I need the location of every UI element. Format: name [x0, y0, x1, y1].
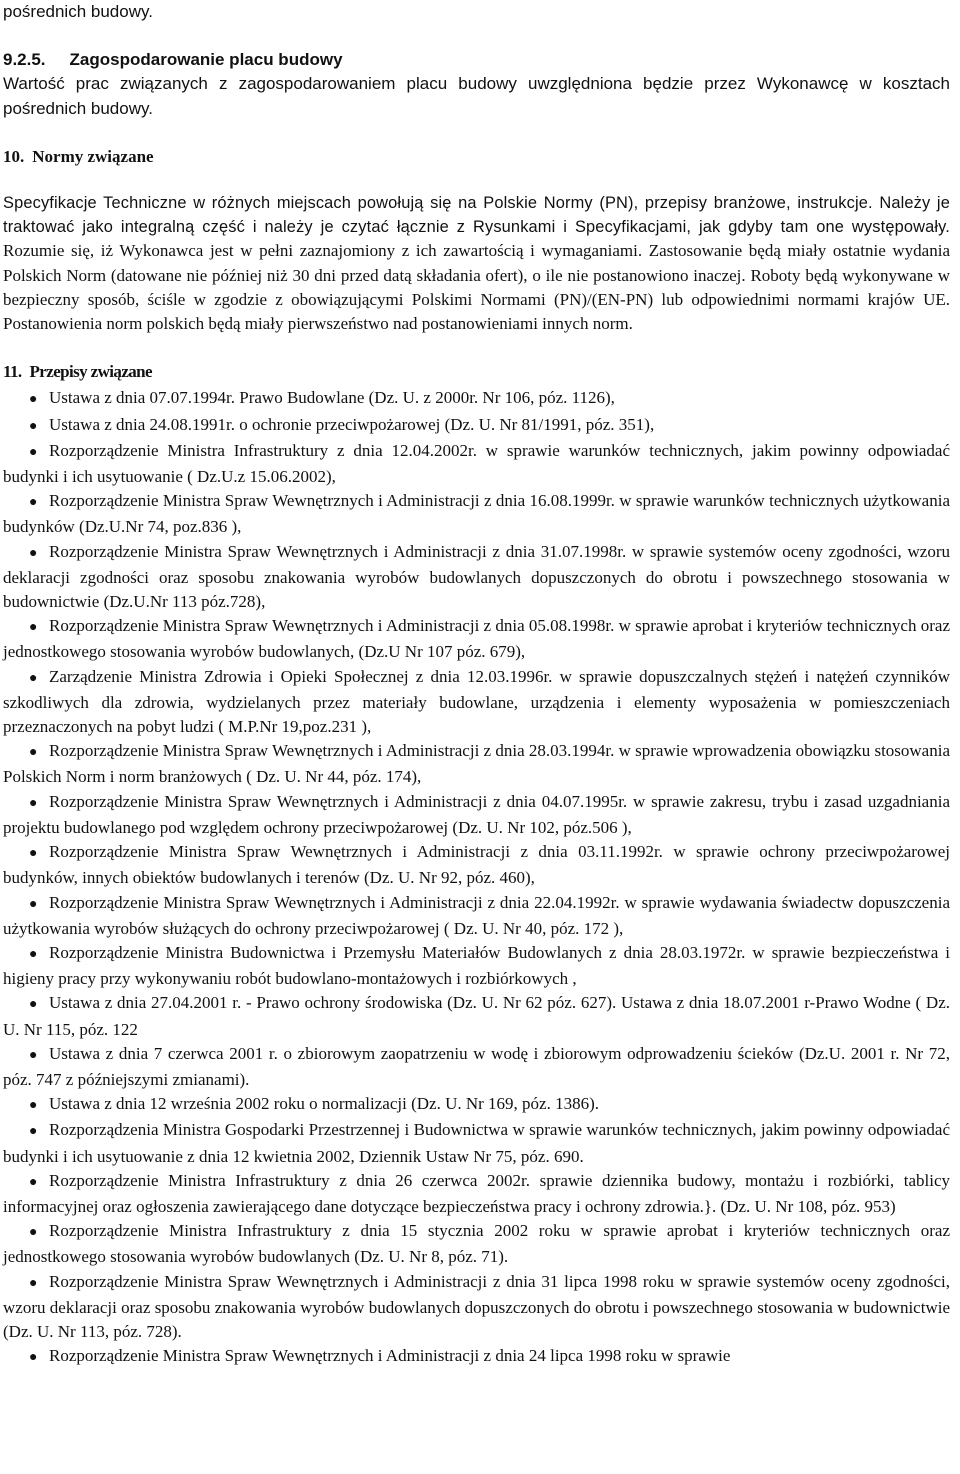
bullet-icon: ●	[29, 495, 38, 511]
bullet-icon: ●	[29, 670, 38, 686]
spacer	[3, 121, 950, 145]
spacer	[3, 169, 950, 191]
bullet-icon: ●	[29, 1098, 38, 1114]
bullet-icon: ●	[29, 1350, 38, 1366]
list-item	[3, 489, 950, 539]
regulations-list	[3, 386, 950, 1370]
list-item-text: Rozporządzenie Ministra Spraw Wewnętrznych i Administracji z dnia 24 lipca 1998 roku w sprawie	[49, 1346, 731, 1366]
list-item	[3, 665, 950, 740]
bullet-icon: ●	[29, 745, 38, 761]
bullet-icon: ●	[29, 997, 38, 1013]
list-item-text: Ustawa z dnia 27.04.2001 r. - Prawo ochrony środowiska (Dz. U. Nr 62 póz. 627). Ustawa z dnia 18.07.2001 r-Prawo Wodne ( Dz. U. Nr 115, póz. 122	[3, 993, 950, 1039]
list-item-text: Rozporządzenie Ministra Budownictwa i Przemysłu Materiałów Budowlanych z dnia 28.03.1972r. w sprawie bezpieczeństwa i higieny pracy przy wykonywaniu robót budowlano-montażowych i rozbiórkowych ,	[3, 942, 950, 989]
section-heading-10	[3, 145, 950, 169]
bullet-icon: ●	[29, 1174, 38, 1190]
list-item	[3, 991, 950, 1041]
bullet-icon: ●	[29, 418, 38, 434]
list-item-text: Rozporządzenie Ministra Infrastruktury z dnia 26 czerwca 2002r. sprawie dziennika budowy, montażu i rozbiórki, tablicy informacyjnej oraz ogłoszenia zawierającego dane dotyczące bezpieczeństwa pracy i ochrony zdrowia.}. (Dz. U. Nr 108, póz. 953)	[3, 1170, 950, 1216]
section-heading-11	[3, 360, 950, 384]
list-item-text: Ustawa z dnia 24.08.1991r. o ochronie przeciwpożarowej (Dz. U. Nr 81/1991, póz. 351),	[49, 414, 655, 434]
bullet-icon: ●	[29, 846, 38, 862]
bullet-icon: ●	[29, 795, 38, 811]
list-item-text: Ustawa z dnia 07.07.1994r. Prawo Budowlane (Dz. U. z 2000r. Nr 106, póz. 1126),	[49, 388, 615, 408]
list-item	[3, 1270, 950, 1345]
list-item-text: Rozporządzenie Ministra Spraw Wewnętrznych i Administracji z dnia 16.08.1999r. w sprawie warunków technicznych użytkowania budynków (Dz.U.Nr 74, poz.836 ),	[3, 491, 950, 537]
section-10-body-sans: Specyfikacje Techniczne w różnych miejscach powołują się na Polskie Normy (PN), przepisy branżowe, instrukcje. Należy je traktować jako integralną część i należy je czytać łącznie z Rysunkami i Specyfikacjami, jak gdyby tam one występowały.	[3, 194, 950, 237]
list-item	[3, 840, 950, 890]
bullet-icon: ●	[29, 545, 38, 561]
list-item-text: Rozporządzenie Ministra Spraw Wewnętrznych i Administracji z dnia 03.11.1992r. w sprawie ochrony przeciwpożarowej budynków, innych obiektów budowlanych i terenów (Dz. U. Nr 92, póz. 460),	[3, 842, 950, 888]
section-9-2-5-body: Wartość prac związanych z zagospodarowaniem placu budowy uwzględniona będzie przez Wykonawcę w kosztach pośrednich budowy.	[3, 74, 950, 118]
list-item-text: Rozporządzenie Ministra Infrastruktury z dnia 15 stycznia 2002 roku w sprawie aprobat i kryteriów technicznych oraz jednostkowego stosowania wyrobów budowlanych (Dz. U. Nr 8, póz. 71).	[3, 1221, 950, 1267]
list-item-text: Rozporządzenie Ministra Spraw Wewnętrznych i Administracji z dnia 05.08.1998r. w sprawie aprobat i kryteriów technicznych oraz jednostkowego stosowania wyrobów budowlanych, (Dz.U Nr 107 póz. 679),	[3, 616, 950, 662]
list-item	[3, 790, 950, 840]
list-item	[3, 891, 950, 941]
bullet-icon: ●	[29, 1275, 38, 1291]
list-item	[3, 941, 950, 991]
section-number: 9.2.5.	[3, 50, 46, 70]
section-title: Zagospodarowanie placu budowy	[69, 50, 343, 70]
section-title: Przepisy związane	[29, 362, 152, 382]
list-item-text: Rozporządzenie Ministra Infrastruktury z dnia 12.04.2002r. w sprawie warunków technicznych, jakim powinny odpowiadać budynki i ich usytuowanie ( Dz.U.z 15.06.2002),	[3, 440, 950, 487]
list-item	[3, 1042, 950, 1092]
spacer	[3, 336, 950, 360]
list-item	[3, 386, 950, 412]
list-item	[3, 439, 950, 489]
section-title: Normy związane	[32, 146, 154, 166]
section-number: 10.	[3, 146, 25, 166]
bullet-icon: ●	[29, 946, 38, 962]
list-item	[3, 413, 950, 439]
list-item-text: Ustawa z dnia 12 września 2002 roku o normalizacji (Dz. U. Nr 169, póz. 1386).	[49, 1094, 599, 1114]
continuation-line: pośrednich budowy.	[3, 2, 153, 21]
bullet-icon: ●	[29, 1124, 38, 1140]
bullet-icon: ●	[29, 896, 38, 912]
list-item-text: Zarządzenie Ministra Zdrowia i Opieki Społecznej z dnia 12.03.1996r. w sprawie dopuszczalnych stężeń i natężeń czynników szkodliwych dla zdrowia, wydzielanych przez materiały budowlane, urządzenia i elementy wyposażenia w pomieszczeniach przeznaczonych na pobyt ludzi ( M.P.Nr 19,poz.231 ),	[3, 666, 950, 737]
list-item	[3, 1092, 950, 1118]
list-item-text: Rozporządzenie Ministra Spraw Wewnętrznych i Administracji z dnia 22.04.1992r. w sprawie wydawania świadectw dopuszczenia użytkowania wyrobów służących do ochrony przeciwpożarowej ( Dz. U. Nr 40, póz. 172 ),	[3, 892, 950, 938]
list-item-text: Ustawa z dnia 7 czerwca 2001 r. o zbiorowym zaopatrzeniu w wodę i zbiorowym odprowadzeniu ścieków (Dz.U. 2001 r. Nr 72, póz. 747 z późniejszymi zmianami).	[3, 1043, 950, 1089]
bullet-icon: ●	[29, 620, 38, 636]
list-item	[3, 739, 950, 789]
list-item	[3, 1169, 950, 1219]
list-item-text: Rozporządzenie Ministra Spraw Wewnętrznych i Administracji z dnia 28.03.1994r. w sprawie wprowadzenia obowiązku stosowania Polskich Norm i norm branżowych ( Dz. U. Nr 44, póz. 174),	[3, 741, 950, 787]
section-heading-9-2-5	[3, 48, 950, 72]
list-item	[3, 1344, 950, 1370]
list-item	[3, 614, 950, 664]
section-10-body-serif: Rozumie się, iż Wykonawca jest w pełni zaznajomiony z ich zawartością i wymaganiami. Zastosowanie będą miały ostatnie wydania Polskich Norm (datowane nie później niż 30 dni przed datą składania ofert), o ile nie postanowiono inaczej. Roboty będą wykonywane w bezpieczny sposób, ściśle w zgodzie z obowiązującymi Polskimi Normami (PN)/(EN-PN) lub odpowiednimi normami krajów UE. Postanowienia norm polskich będą miały pierwszeństwo nad postanowieniami innych norm.	[3, 241, 950, 334]
section-10-body	[3, 191, 950, 336]
bullet-icon: ●	[29, 444, 38, 460]
list-item	[3, 540, 950, 615]
list-item-text: Rozporządzenie Ministra Spraw Wewnętrznych i Administracji z dnia 31.07.1998r. w sprawie systemów oceny zgodności, wzoru deklaracji zgodności oraz sposobu znakowania wyrobów budowlanych dopuszczonych do obrotu i powszechnego stosowania w budownictwie (Dz.U.Nr 113 póz.728),	[3, 541, 950, 612]
bullet-icon: ●	[29, 1047, 38, 1063]
section-number: 11.	[3, 362, 22, 382]
spacer	[3, 24, 950, 48]
list-item	[3, 1219, 950, 1269]
list-item-text: Rozporządzenie Ministra Spraw Wewnętrznych i Administracji z dnia 04.07.1995r. w sprawie zakresu, trybu i zasad uzgadniania projektu budowlanego pod względem ochrony przeciwpożarowej (Dz. U. Nr 102, póz.506 ),	[3, 791, 950, 837]
list-item-text: Rozporządzenie Ministra Spraw Wewnętrznych i Administracji z dnia 31 lipca 1998 roku w sprawie systemów oceny zgodności, wzoru deklaracji oraz sposobu znakowania wyrobów budowlanych dopuszczonych do obrotu i powszechnego stosowania w budownictwie (Dz. U. Nr 113, póz. 728).	[3, 1271, 950, 1341]
bullet-icon: ●	[29, 1225, 38, 1241]
list-item	[3, 1118, 950, 1168]
bullet-icon: ●	[29, 392, 38, 408]
list-item-text: Rozporządzenia Ministra Gospodarki Przestrzennej i Budownictwa w sprawie warunków technicznych, jakim powinny odpowiadać budynki i ich usytuowanie z dnia 12 kwietnia 2002, Dziennik Ustaw Nr 75, póz. 690.	[3, 1120, 950, 1166]
